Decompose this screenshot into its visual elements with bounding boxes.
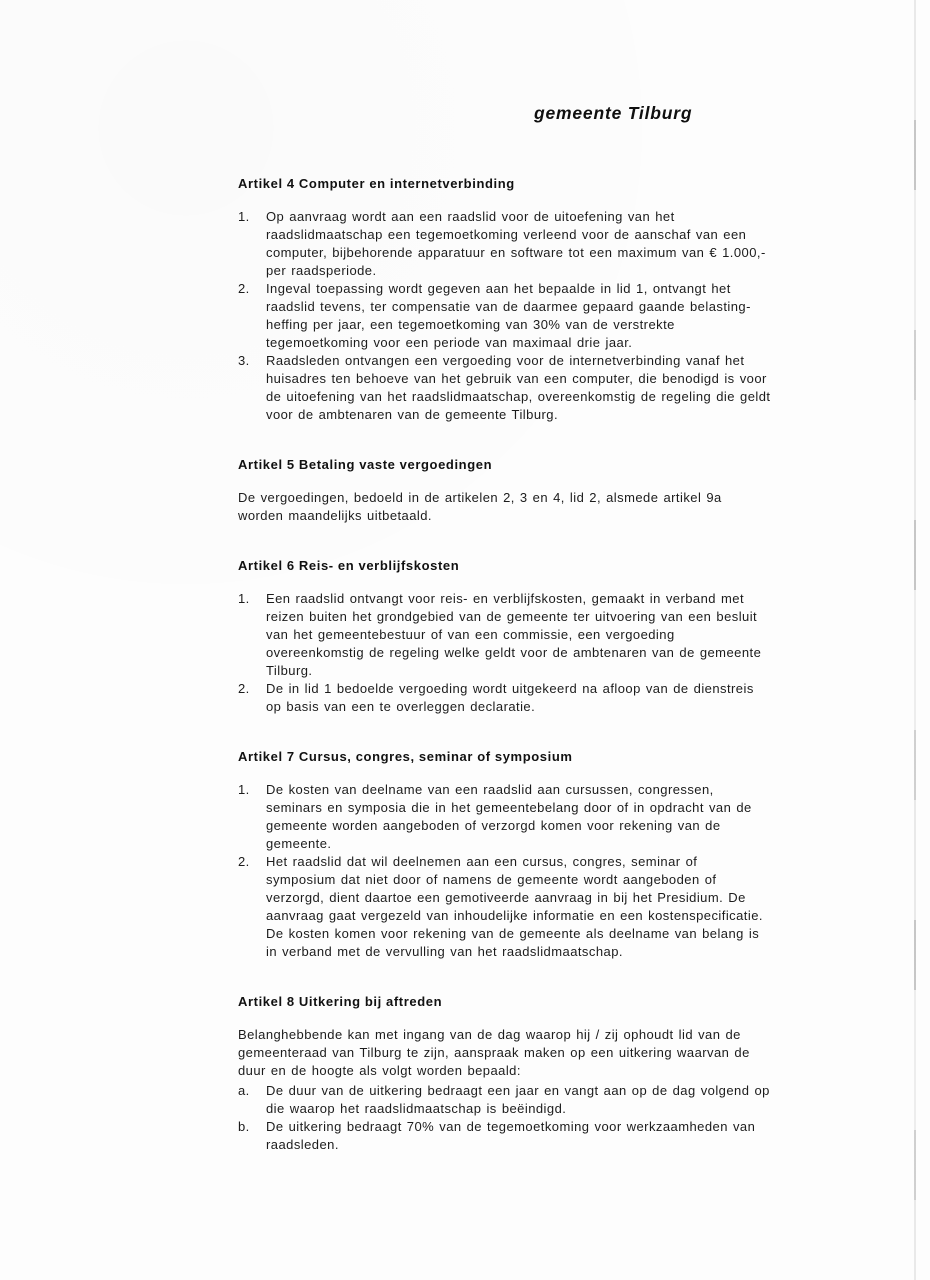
list-item-text: Ingeval toepassing wordt gegeven aan het bepaalde in lid 1, ontvangt het raadslid tevens, ter compensatie van de daarmee gepaard gaande belasting-heffing per jaar, een tegemoetkoming van 30% van de verstrekte tegemoetkoming voor een periode van maximaal drie jaar.	[266, 281, 751, 350]
list-item-marker: 1.	[238, 591, 250, 606]
document-section	[238, 558, 772, 716]
section-paragraph: Belanghebbende kan met ingang van de dag waarop hij / zij ophoudt lid van de gemeenteraad van Tilburg te zijn, aanspraak maken op een uitkering waarvan de duur en de hoogte als volgt worden bepaald:	[238, 1027, 750, 1078]
list-item-text: De in lid 1 bedoelde vergoeding wordt uitgekeerd na afloop van de dienstreis op basis van een te overleggen declaratie.	[266, 681, 754, 714]
list-item	[238, 781, 772, 853]
document-section	[238, 994, 772, 1154]
list-item-text: De duur van de uitkering bedraagt een jaar en vangt aan op de dag volgend op die waarop het raadslidmaatschap is beëindigd.	[266, 1083, 770, 1116]
list-item	[238, 1082, 772, 1118]
document-section	[238, 176, 772, 424]
scan-edge-line	[914, 0, 916, 1280]
list-item	[238, 680, 772, 716]
section-heading: Artikel 6 Reis- en verblijfskosten	[238, 558, 460, 573]
list-item	[238, 590, 772, 680]
list-item-marker: 3.	[238, 353, 250, 368]
list-item-text: De uitkering bedraagt 70% van de tegemoetkoming voor werkzaamheden van raadsleden.	[266, 1119, 756, 1152]
document-content	[238, 176, 772, 1154]
section-heading: Artikel 5 Betaling vaste vergoedingen	[238, 457, 493, 472]
list-item	[238, 280, 772, 352]
list-item-text: Raadsleden ontvangen een vergoeding voor de internetverbinding vanaf het huisadres ten behoeve van het gebruik van een computer, die benodigd is voor de uitoefening van het raadslidmaatschap, overeenkomstig de regeling die geldt voor de ambtenaren van de gemeente Tilburg.	[266, 353, 771, 422]
list-item-text: Op aanvraag wordt aan een raadslid voor de uitoefening van het raadslidmaatschap een tegemoetkoming verleend voor de aanschaf van een computer, bijbehorende apparatuur en software tot een maximum van € 1.000,- per raadsperiode.	[266, 209, 766, 278]
list-item-marker: a.	[238, 1083, 250, 1098]
section-heading: Artikel 7 Cursus, congres, seminar of symposium	[238, 749, 573, 764]
list-item-text: Het raadslid dat wil deelnemen aan een cursus, congres, seminar of symposium dat niet door of namens de gemeente wordt aangeboden of verzorgd, dient daartoe een gemotiveerde aanvraag in bij het Presidium. De aanvraag gaat vergezeld van inhoudelijke informatie en een kostenspecificatie. De kosten komen voor rekening van de gemeente als deelname van belang is in verband met de vervulling van het raadslidmaatschap.	[266, 854, 763, 959]
list-item	[238, 352, 772, 424]
section-heading: Artikel 4 Computer en internetverbinding	[238, 176, 515, 191]
list-item-text: Een raadslid ontvangt voor reis- en verblijfskosten, gemaakt in verband met reizen buiten het grondgebied van de gemeente ter uitvoering van een besluit van het gemeentebestuur of van een commissie, een vergoeding overeenkomstig de regeling welke geldt voor de ambtenaren van de gemeente Tilburg.	[266, 591, 762, 678]
list-item-marker: 2.	[238, 681, 250, 696]
section-heading: Artikel 8 Uitkering bij aftreden	[238, 994, 443, 1009]
list-item-text: De kosten van deelname van een raadslid aan cursussen, congressen, seminars en symposia die in het gemeentebelang door of in opdracht van de gemeente worden aangeboden of verzorgd komen voor rekening van de gemeente.	[266, 782, 752, 851]
list-item-marker: 1.	[238, 209, 250, 224]
list-item-marker: 2.	[238, 854, 250, 869]
list-item	[238, 853, 772, 961]
list-item	[238, 1118, 772, 1154]
list-item-marker: b.	[238, 1119, 250, 1134]
list-item-marker: 1.	[238, 782, 250, 797]
list-item-marker: 2.	[238, 281, 250, 296]
gemeente-tilburg-logo-text: gemeente Tilburg	[534, 103, 693, 123]
list-item	[238, 208, 772, 280]
document-section	[238, 749, 772, 961]
section-paragraph: De vergoedingen, bedoeld in de artikelen 2, 3 en 4, lid 2, alsmede artikel 9a worden maandelijks uitbetaald.	[238, 490, 722, 523]
document-section	[238, 457, 772, 525]
